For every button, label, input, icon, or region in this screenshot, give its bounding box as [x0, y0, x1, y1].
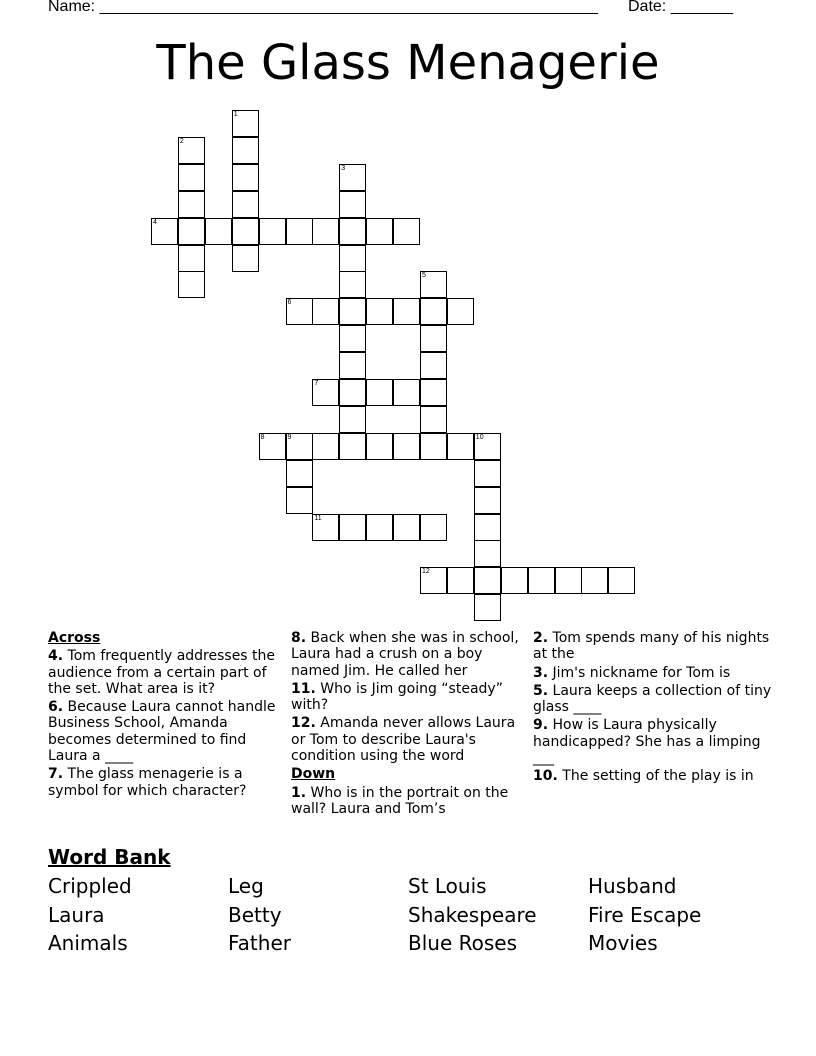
crossword-cell[interactable] — [420, 433, 447, 460]
crossword-cell[interactable] — [528, 567, 555, 594]
crossword-cell[interactable] — [366, 433, 393, 460]
crossword-cell[interactable] — [339, 406, 366, 433]
crossword-cell[interactable] — [205, 218, 232, 245]
crossword-cell[interactable] — [420, 352, 447, 379]
clue-number: 4 — [153, 218, 157, 226]
clues-column-1 — [48, 630, 283, 801]
clue-down-1: 1. Who is in the portrait on the wall? Laura and Tom’s — [291, 784, 509, 817]
clue-number: 6 — [287, 299, 292, 307]
crossword-cell[interactable] — [581, 567, 608, 594]
clue-down-3: 3. Jim's nickname for Tom is — [533, 664, 731, 681]
clue-number: 12 — [422, 568, 430, 576]
clue-number: 8 — [260, 433, 265, 441]
crossword-cell[interactable] — [312, 433, 339, 460]
crossword-cell[interactable] — [420, 325, 447, 352]
crossword-cell[interactable] — [286, 487, 313, 514]
clue-number: 1 — [233, 111, 238, 118]
crossword-cell[interactable] — [312, 298, 339, 325]
crossword-cell[interactable] — [474, 594, 501, 621]
crossword-cell[interactable] — [555, 567, 582, 594]
crossword-cell[interactable] — [339, 433, 366, 460]
clue-across-8: 8. Back when she was in school, Laura had a crush on a boy named Jim. He called her — [291, 630, 519, 679]
crossword-cell[interactable] — [393, 433, 420, 460]
clue-down-9: 9. How is Laura physically handicapped? She has a limping ___ — [533, 717, 761, 767]
clue-across-4: 4. Tom frequently addresses the audience from a certain part of the set. What area is it? — [48, 648, 276, 697]
clues-column-3 — [533, 630, 773, 787]
crossword-cell[interactable] — [339, 352, 366, 379]
word-bank-item: Laura — [48, 903, 105, 927]
crossword-cell[interactable] — [232, 191, 259, 218]
word-bank-title: Word Bank — [48, 845, 171, 869]
crossword-cell[interactable] — [608, 567, 635, 594]
crossword-cell[interactable] — [178, 191, 205, 218]
crossword-cell[interactable] — [393, 218, 420, 245]
clue-number: 2 — [179, 137, 184, 145]
crossword-cell[interactable] — [232, 218, 259, 245]
clue-number: 9 — [287, 433, 292, 441]
crossword-cell[interactable] — [501, 567, 528, 594]
crossword-cell[interactable] — [286, 460, 313, 487]
crossword-cell[interactable] — [420, 379, 447, 406]
down-heading: Down — [291, 766, 336, 783]
crossword-cell[interactable] — [420, 514, 447, 541]
crossword-cell[interactable] — [366, 298, 393, 325]
crossword-cell[interactable] — [474, 567, 501, 594]
clue-down-10: 10. The setting of the play is in — [533, 768, 754, 785]
crossword-cell[interactable] — [339, 379, 366, 406]
clue-across-7: 7. The glass menagerie is a symbol for which character? — [48, 766, 247, 799]
word-bank-item: Movies — [588, 931, 658, 955]
crossword-cell[interactable] — [286, 218, 313, 245]
word-bank-item: Husband — [588, 874, 677, 898]
crossword-cell[interactable] — [474, 487, 501, 514]
crossword-cell[interactable] — [339, 325, 366, 352]
name-field[interactable]: Name: ________________________________________________________ — [48, 0, 598, 15]
clue-across-12: 12. Amanda never allows Laura or Tom to describe Laura's condition using the word — [291, 715, 516, 765]
word-bank-item: Fire Escape — [588, 903, 702, 927]
crossword-cell[interactable] — [474, 514, 501, 541]
crossword-cell[interactable] — [447, 433, 474, 460]
crossword-cell[interactable] — [178, 218, 205, 245]
crossword-cell[interactable] — [393, 514, 420, 541]
crossword-cell[interactable] — [339, 245, 366, 272]
crossword-cell[interactable] — [232, 164, 259, 191]
clue-down-2: 2. Tom spends many of his nights at the — [533, 630, 770, 663]
word-bank-item: Animals — [48, 931, 128, 955]
clue-number: 3 — [341, 164, 346, 172]
clue-number: 5 — [422, 272, 426, 280]
word-bank-item: Blue Roses — [408, 931, 517, 955]
crossword-cell[interactable] — [178, 245, 205, 272]
crossword-cell[interactable] — [259, 218, 286, 245]
clue-number: 11 — [314, 514, 322, 522]
clue-number: 7 — [314, 380, 319, 387]
crossword-cell[interactable] — [447, 298, 474, 325]
crossword-cell[interactable] — [178, 164, 205, 191]
crossword-cell[interactable] — [393, 379, 420, 406]
crossword-cell[interactable] — [339, 191, 366, 218]
word-bank-item: Father — [228, 931, 291, 955]
word-bank-item: St Louis — [408, 874, 487, 898]
crossword-cell[interactable] — [339, 271, 366, 298]
crossword-cell[interactable] — [420, 298, 447, 325]
crossword-cell[interactable] — [366, 514, 393, 541]
word-bank-item: Betty — [228, 903, 282, 927]
crossword-cell[interactable] — [232, 245, 259, 272]
word-bank-item: Shakespeare — [408, 903, 537, 927]
page-title: The Glass Menagerie — [156, 35, 660, 91]
crossword-cell[interactable] — [339, 218, 366, 245]
clue-down-5: 5. Laura keeps a collection of tiny glass ____ — [533, 682, 772, 716]
crossword-cell[interactable] — [420, 406, 447, 433]
clues-column-2 — [291, 630, 521, 819]
crossword-cell[interactable] — [366, 379, 393, 406]
crossword-cell[interactable] — [339, 514, 366, 541]
crossword-cell[interactable] — [312, 218, 339, 245]
word-bank-item: Leg — [228, 874, 264, 898]
word-bank-item: Crippled — [48, 874, 132, 898]
crossword-cell[interactable] — [393, 298, 420, 325]
crossword-cell[interactable] — [339, 298, 366, 325]
crossword-cell[interactable] — [474, 540, 501, 567]
clue-across-6: 6. Because Laura cannot handle Business School, Amanda becomes determined to find Laura a ____ — [48, 699, 276, 765]
date-field[interactable]: Date: _______ — [628, 0, 733, 15]
crossword-cell[interactable] — [232, 137, 259, 164]
crossword-cell[interactable] — [366, 218, 393, 245]
clue-number: 10 — [475, 433, 484, 441]
crossword-cell[interactable] — [447, 567, 474, 594]
crossword-cell[interactable] — [178, 271, 205, 298]
across-heading: Across — [48, 630, 101, 646]
clue-across-11: 11. Who is Jim going “steady” with? — [291, 680, 503, 714]
crossword-cell[interactable] — [474, 460, 501, 487]
